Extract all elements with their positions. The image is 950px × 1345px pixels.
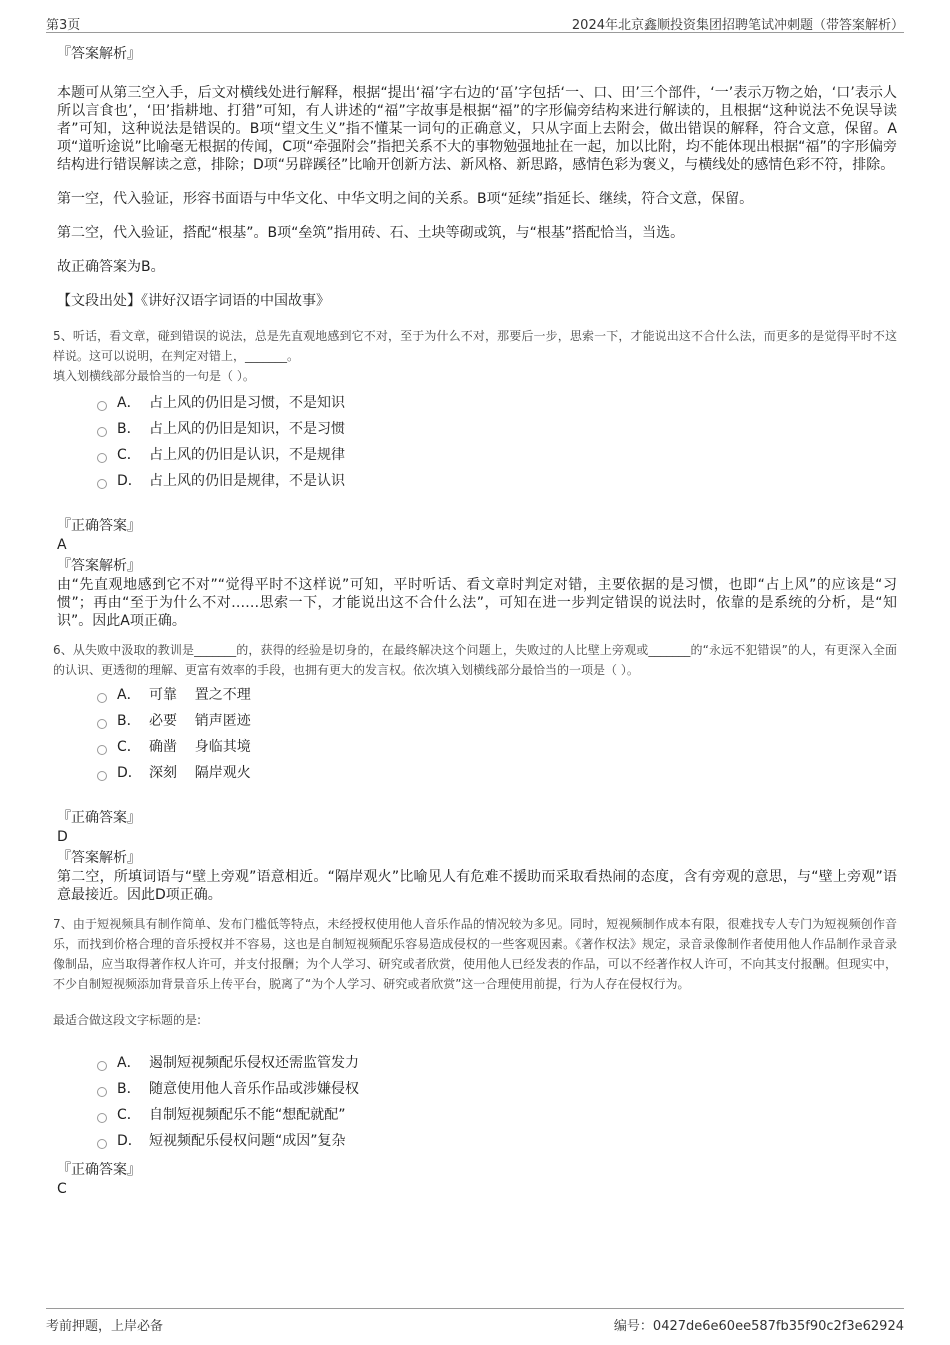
option-text: 占上风的仍旧是习惯，不是知识 bbox=[149, 395, 345, 411]
radio-icon[interactable] bbox=[97, 693, 107, 703]
option-letter: D． bbox=[117, 473, 142, 489]
correct-answer-label: 『正确答案』 bbox=[57, 518, 141, 534]
radio-icon[interactable] bbox=[97, 427, 107, 437]
options-list bbox=[97, 1050, 897, 1154]
question-prompt: 最适合做这段文字标题的是: bbox=[53, 1013, 202, 1027]
correct-answer: C bbox=[57, 1181, 67, 1197]
options-list bbox=[97, 682, 897, 786]
analysis-paragraph: 第二空，代入验证，搭配“根基”。B项“垒筑”指用砖、石、土块等砌或筑，与“根基”搭配恰当，当选。 bbox=[57, 225, 685, 241]
radio-icon[interactable] bbox=[97, 1113, 107, 1123]
document-title: 2024年北京鑫顺投资集团招聘笔试冲刺题（带答案解析） bbox=[571, 18, 904, 33]
analysis-paragraph: 本题可从第三空入手，后文对横线处进行解释，根据“提出‘福’字右边的‘畐’字包括‘一、口、田’三个部件，‘一’表示万物之始，‘口’表示人所以言食也’，‘田’指耕地、打猎”可知，有人讲述的“福”字故事是根据“福”的字形偏旁结构来进行解读的，且根据“这种说法不免误导读者”可知，这种说法是错误的。B项“望文生义”指不懂某一词句的正确意义，只从字面上去附会，做出错误的解释，符合文意，保留。A项“道听途说”比喻毫无根据的传闻，C项“牵强附会”指把关系不大的事物勉强地扯在一起，加以比附，均不能体现出根据“福”的字形偏旁结构进行错误解读之意，排除；D项“另辟蹊径”比喻开创新方法、新风格、新思路，感情色彩为褒义，与横线处的感情色彩不符，排除。 bbox=[57, 85, 897, 173]
option-text: 自制短视频配乐不能“想配就配” bbox=[149, 1107, 346, 1123]
option-text: 短视频配乐侵权问题“成因”复杂 bbox=[149, 1133, 346, 1149]
radio-icon[interactable] bbox=[97, 1139, 107, 1149]
option-a[interactable] bbox=[97, 1050, 897, 1076]
option-letter: D． bbox=[117, 1133, 142, 1149]
radio-icon[interactable] bbox=[97, 745, 107, 755]
footer-slogan: 考前押题，上岸必备 bbox=[46, 1319, 164, 1334]
option-text: 深刻 隔岸观火 bbox=[149, 765, 251, 781]
option-a[interactable] bbox=[97, 390, 897, 416]
option-d[interactable] bbox=[97, 468, 897, 494]
option-b[interactable] bbox=[97, 1076, 897, 1102]
question-5 bbox=[53, 326, 897, 630]
question-7 bbox=[53, 914, 897, 1198]
option-c[interactable] bbox=[97, 442, 897, 468]
option-text: 必要 销声匿迹 bbox=[149, 713, 251, 729]
correct-answer-label: 『正确答案』 bbox=[57, 1162, 141, 1178]
option-letter: C． bbox=[117, 739, 141, 755]
analysis-label: 『答案解析』 bbox=[57, 46, 141, 62]
analysis-text: 第二空，所填词语与“壁上旁观”语意相近。“隔岸观火”比喻见人有危难不援助而采取看热闹的态度，含有旁观的意思，与“壁上旁观”语意最接近。因此D项正确。 bbox=[57, 869, 897, 903]
option-a[interactable] bbox=[97, 682, 897, 708]
option-b[interactable] bbox=[97, 708, 897, 734]
document-id: 编号：0427de6e60ee587fb35f90c2f3e62924 bbox=[613, 1319, 904, 1334]
source-citation: 【文段出处】《讲好汉语字词语的中国故事》 bbox=[57, 293, 330, 309]
option-letter: A． bbox=[117, 1055, 141, 1071]
correct-answer-label: 『正确答案』 bbox=[57, 810, 141, 826]
radio-icon[interactable] bbox=[97, 479, 107, 489]
correct-answer: A bbox=[57, 537, 67, 553]
analysis-label: 『答案解析』 bbox=[57, 558, 141, 574]
question-prompt: 填入划横线部分最恰当的一句是（ ）。 bbox=[53, 369, 255, 383]
option-text: 可靠 置之不理 bbox=[149, 687, 251, 703]
question-text: 6、从失败中汲取的教训是_______的，获得的经验是切身的，在最终解决这个问题上，失败过的人比壁上旁观或_______的“永远不犯错误”的人，有更深入全面的认识、更透彻的理解、更富有效率的手段，也拥有更大的发言权。依次填入划横线部分最恰当的一项是（ ）。 bbox=[53, 643, 897, 677]
analysis-text: 由“先直观地感到它不对”“觉得平时不这样说”可知，平时听话、看文章时判定对错，主要依据的是习惯，也即“占上风”的应该是“习惯”；再由“至于为什么不对……思索一下，才能说出这不合什么法”，可知在进一步判定错误的说法时，依靠的是系统的分析，是“知识”。因此A项正确。 bbox=[57, 577, 897, 629]
radio-icon[interactable] bbox=[97, 719, 107, 729]
option-letter: C． bbox=[117, 447, 141, 463]
option-letter: A． bbox=[117, 395, 141, 411]
option-text: 占上风的仍旧是规律，不是认识 bbox=[149, 473, 345, 489]
option-letter: B． bbox=[117, 1081, 141, 1097]
question-text: 5、听话，看文章，碰到错误的说法，总是先直观地感到它不对，至于为什么不对，那要后一步，思索一下，才能说出这不合什么法，而更多的是觉得平时不这样说。这可以说明，在判定对错上，_______。 bbox=[53, 329, 897, 363]
page-number: 第3页 bbox=[46, 18, 81, 33]
page-footer bbox=[46, 1308, 904, 1335]
question-text: 7、由于短视频具有制作简单、发布门槛低等特点，未经授权使用他人音乐作品的情况较为多见。同时，短视频制作成本有限，很难找专人专门为短视频创作音乐，而找到价格合理的音乐授权并不容易，这也是自制短视频配乐容易造成侵权的一些客观因素。《著作权法》规定，录音录像制作者使用他人作品制作录音录像制品，应当取得著作权人许可，并支付报酬；为个人学习、研究或者欣赏，使用他人已经发表的作品，可以不经著作权人许可，不向其支付报酬。但现实中，不少自制短视频添加背景音乐上传平台，脱离了“为个人学习、研究或者欣赏”这一合理使用前提，行为人存在侵权行为。 bbox=[53, 917, 897, 991]
correct-answer: D bbox=[57, 829, 68, 845]
document-content bbox=[53, 44, 897, 1198]
radio-icon[interactable] bbox=[97, 1061, 107, 1071]
radio-icon[interactable] bbox=[97, 1087, 107, 1097]
option-text: 占上风的仍旧是认识，不是规律 bbox=[149, 447, 345, 463]
option-text: 遏制短视频配乐侵权还需监管发力 bbox=[149, 1055, 359, 1071]
radio-icon[interactable] bbox=[97, 401, 107, 411]
question-6 bbox=[53, 640, 897, 904]
option-text: 占上风的仍旧是知识，不是习惯 bbox=[149, 421, 345, 437]
page-header bbox=[46, 10, 904, 33]
option-b[interactable] bbox=[97, 416, 897, 442]
option-letter: B． bbox=[117, 421, 141, 437]
radio-icon[interactable] bbox=[97, 771, 107, 781]
option-c[interactable] bbox=[97, 734, 897, 760]
radio-icon[interactable] bbox=[97, 453, 107, 463]
analysis-label: 『答案解析』 bbox=[57, 850, 141, 866]
option-letter: C． bbox=[117, 1107, 141, 1123]
option-letter: B． bbox=[117, 713, 141, 729]
options-list bbox=[97, 390, 897, 494]
option-text: 随意使用他人音乐作品或涉嫌侵权 bbox=[149, 1081, 359, 1097]
option-d[interactable] bbox=[97, 760, 897, 786]
option-letter: D． bbox=[117, 765, 142, 781]
option-d[interactable] bbox=[97, 1128, 897, 1154]
analysis-paragraph: 第一空，代入验证，形容书面语与中华文化、中华文明之间的关系。B项“延续”指延长、继续，符合文意，保留。 bbox=[57, 191, 754, 207]
analysis-conclusion: 故正确答案为B。 bbox=[57, 259, 165, 275]
option-letter: A． bbox=[117, 687, 141, 703]
option-c[interactable] bbox=[97, 1102, 897, 1128]
option-text: 确凿 身临其境 bbox=[149, 739, 251, 755]
